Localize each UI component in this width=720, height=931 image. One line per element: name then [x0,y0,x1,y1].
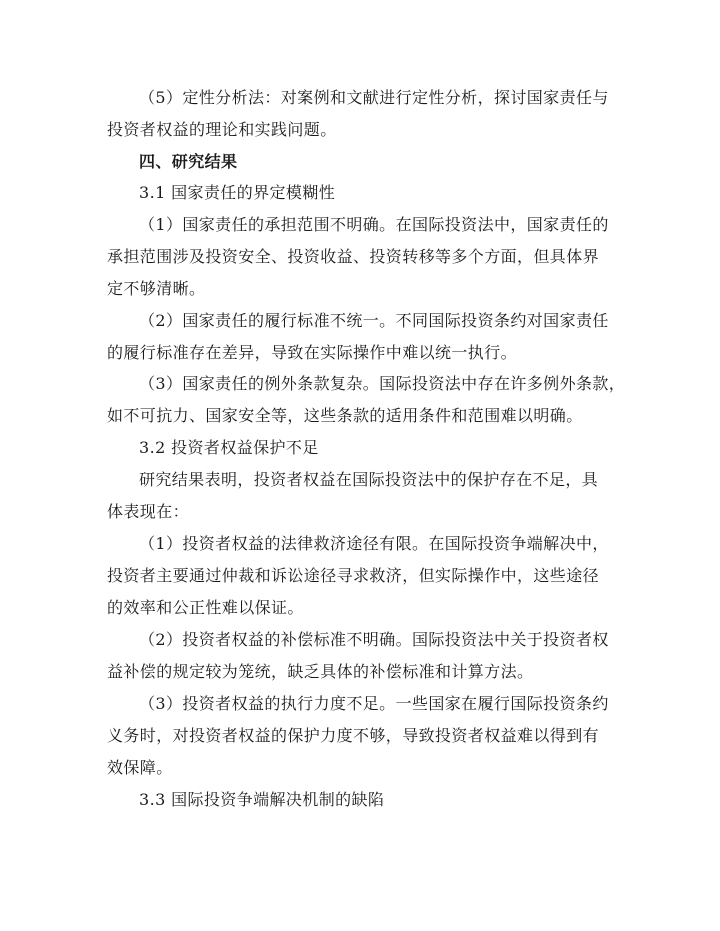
paragraph-line: （2）投资者权益的补偿标准不明确。国际投资法中关于投资者权 [139,630,609,649]
subsection-heading: 3.3 国际投资争端解决机制的缺陷 [139,790,385,809]
paragraph-line: 的履行标准存在差异，导致在实际操作中难以统一执行。 [107,343,518,362]
subsection-heading: 3.2 投资者权益保护不足 [139,438,319,457]
paragraph-line: 投资者权益的理论和实践问题。 [107,120,337,139]
paragraph-line: 承担范围涉及投资安全、投资收益、投资转移等多个方面，但具体界 [107,247,600,266]
paragraph-line: （1）投资者权益的法律救济途径有限。在国际投资争端解决中， [139,534,609,553]
paragraph-line: （1）国家责任的承担范围不明确。在国际投资法中，国家责任的 [139,215,609,234]
paragraph-line: 投资者主要通过仲裁和诉讼途径寻求救济，但实际操作中，这些途径 [107,566,600,585]
paragraph-line: （5）定性分析法：对案例和文献进行定性分析，探讨国家责任与 [139,88,609,107]
section-heading: 四、研究结果 [139,152,238,171]
paragraph-line: （3）投资者权益的执行力度不足。一些国家在履行国际投资条约 [139,694,609,713]
paragraph-line: 研究结果表明，投资者权益在国际投资法中的保护存在不足，具 [139,470,599,489]
paragraph-line: （2）国家责任的履行标准不统一。不同国际投资条约对国家责任 [139,311,609,330]
paragraph-line: 效保障。 [107,758,173,777]
subsection-heading: 3.1 国家责任的界定模糊性 [139,183,336,202]
paragraph-line: 的效率和公正性难以保证。 [107,598,304,617]
paragraph-line: （3）国家责任的例外条款复杂。国际投资法中存在许多例外条款， [139,374,626,393]
paragraph-line: 益补偿的规定较为笼统，缺乏具体的补偿标准和计算方法。 [107,662,534,681]
paragraph-line: 体表现在： [107,502,190,521]
paragraph-line: 义务时，对投资者权益的保护力度不够，导致投资者权益难以得到有 [107,726,600,745]
paragraph-line: 如不可抗力、国家安全等，这些条款的适用条件和范围难以明确。 [107,406,583,425]
paragraph-line: 定不够清晰。 [107,279,206,298]
